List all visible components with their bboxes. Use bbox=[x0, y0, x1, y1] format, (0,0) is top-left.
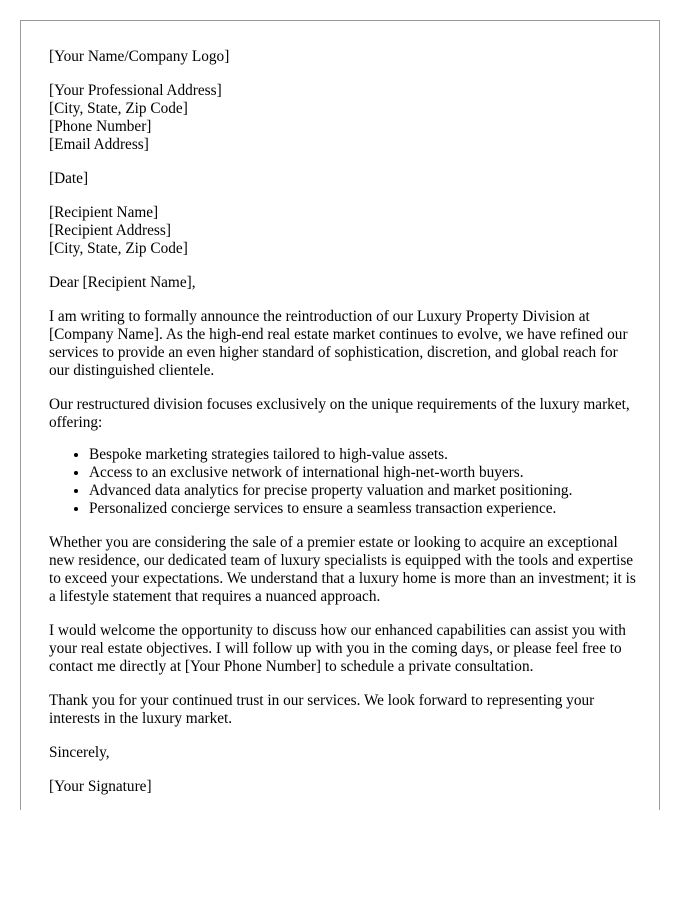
sender-name-logo: [Your Name/Company Logo] bbox=[49, 48, 230, 65]
salutation: Dear [Recipient Name], bbox=[49, 274, 196, 291]
letter-date: [Date] bbox=[49, 170, 89, 187]
offering-item: • Personalized concierge services to ensure a seamless transaction experience. bbox=[89, 500, 639, 518]
recipient-block bbox=[49, 204, 639, 258]
letter-content bbox=[49, 48, 639, 796]
offering-item: • Bespoke marketing strategies tailored to high-value assets. bbox=[89, 446, 639, 464]
offering-item: • Access to an exclusive network of international high-net-worth buyers. bbox=[89, 464, 639, 482]
sender-address: [Your Professional Address] bbox=[49, 82, 222, 99]
sender-address-block bbox=[49, 82, 639, 154]
body-paragraph-4: I would welcome the opportunity to discuss how our enhanced capabilities can assist you with your real estate objectives. I will follow up with you in the coming days, or please feel free to contact me directly at [Your Phone Number] to schedule a private consultation. bbox=[49, 622, 626, 675]
body-paragraph-3: Whether you are considering the sale of a premier estate or looking to acquire an exceptional new residence, our dedicated team of luxury specialists is equipped with the tools and expertise to exceed your expectations. We understand that a luxury home is more than an investment; it is a lifestyle statement that requires a nuanced approach. bbox=[49, 534, 636, 605]
body-paragraph-2: Our restructured division focuses exclusively on the unique requirements of the luxury market, offering: bbox=[49, 396, 630, 431]
recipient-city-state-zip: [City, State, Zip Code] bbox=[49, 240, 188, 257]
recipient-name: [Recipient Name] bbox=[49, 204, 159, 221]
sender-phone: [Phone Number] bbox=[49, 118, 152, 135]
sender-email: [Email Address] bbox=[49, 136, 149, 153]
offerings-list bbox=[49, 446, 639, 518]
sender-city-state-zip: [City, State, Zip Code] bbox=[49, 100, 188, 117]
body-paragraph-1: I am writing to formally announce the reintroduction of our Luxury Property Division at [Company Name]. As the high-end real estate market continues to evolve, we have refined our services to provide an even higher standard of sophistication, discretion, and global reach for our distinguished clientele. bbox=[49, 308, 628, 379]
closing: Sincerely, bbox=[49, 744, 110, 761]
offering-item: • Advanced data analytics for precise property valuation and market positioning. bbox=[89, 482, 639, 500]
recipient-address: [Recipient Address] bbox=[49, 222, 171, 239]
body-paragraph-5: Thank you for your continued trust in our services. We look forward to representing your interests in the luxury market. bbox=[49, 692, 595, 727]
letter-page bbox=[20, 20, 660, 810]
signature: [Your Signature] bbox=[49, 778, 152, 795]
